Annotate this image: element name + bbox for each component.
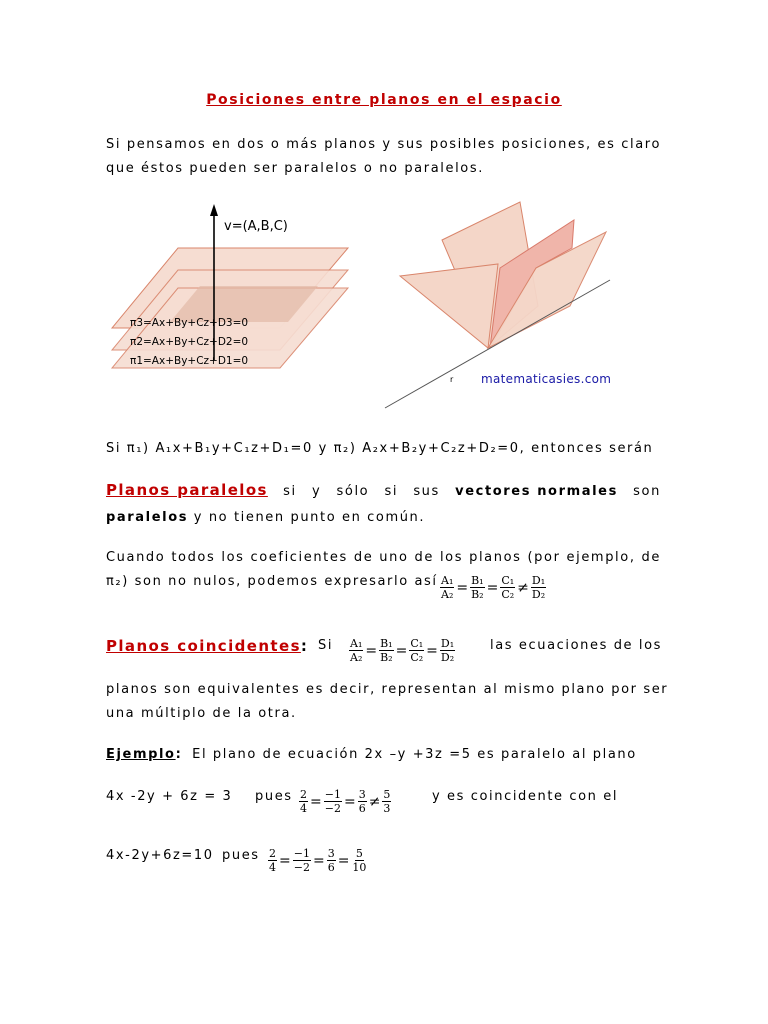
line-r-label: r — [450, 375, 454, 384]
parallel-planes-figure — [110, 200, 360, 380]
intro-line-2: que éstos pueden ser paralelos o no paralelos. — [106, 161, 484, 176]
plane-3-label: π3=Ax+By+Cz+D3=0 — [130, 317, 249, 329]
cuando-line-1: Cuando todos los coeficientes de uno de los planos (por ejemplo, de — [106, 550, 661, 565]
coincidentes-line-2: planos son equivalentes es decir, representan al mismo plano por ser — [106, 682, 669, 697]
plane-1-label: π1=Ax+By+Cz+D1=0 — [130, 355, 249, 367]
coincidentes-si: Si — [318, 638, 334, 653]
arrow-head-icon — [210, 204, 218, 216]
watermark: matematicasies.com — [481, 372, 612, 386]
frac-den: C₂ — [501, 588, 515, 601]
eq-sign: = — [486, 579, 499, 596]
paralelos-line-1 — [106, 481, 661, 499]
ejemplo-label: Ejemplo — [106, 747, 176, 762]
neq-sign: ≠ — [517, 579, 529, 596]
frac-num: A₁ — [350, 637, 363, 650]
frac-num: 3 — [358, 788, 366, 801]
frac-den: D₂ — [440, 651, 455, 664]
paralelos-line-2 — [106, 510, 425, 525]
frac-den: A₂ — [441, 588, 454, 601]
frac-den: 6 — [327, 861, 335, 874]
frac-num: B₁ — [471, 574, 484, 587]
intro-line-1: Si pensamos en dos o más planos y sus posibles posiciones, es claro — [106, 137, 661, 152]
frac-num: A₁ — [441, 574, 454, 587]
frac-den: B₂ — [471, 588, 484, 601]
left-plane-shape — [400, 264, 498, 348]
ejemplo-text: El plano de ecuación 2x –y +3z =5 es paralelo al plano — [192, 747, 637, 762]
eq-sign: = — [279, 852, 291, 869]
vector-label: v=(A,B,C) — [224, 219, 288, 234]
frac-den: 4 — [269, 861, 276, 874]
frac-num: C₁ — [501, 574, 515, 587]
ex1-ratios — [299, 788, 391, 815]
colon: : — [300, 637, 309, 655]
frac-den: 6 — [358, 802, 366, 815]
ex1-pues: pues — [255, 789, 293, 804]
word: si — [283, 484, 297, 499]
eq-sign: = — [310, 793, 322, 810]
frac-num: C₁ — [410, 637, 424, 650]
word: si — [384, 484, 399, 499]
colon: : — [175, 747, 183, 762]
frac-den: 10 — [352, 861, 367, 874]
neq-sign: ≠ — [368, 793, 381, 810]
plane-2-label: π2=Ax+By+Cz+D2=0 — [130, 336, 249, 348]
ratio-coincident — [349, 637, 455, 664]
word: son — [633, 484, 661, 499]
frac-den: −2 — [324, 802, 341, 815]
cuando-line-2: π₂) son no nulos, podemos expresarlo así — [106, 574, 438, 589]
ex2-ratios — [268, 847, 367, 874]
frac-den: C₂ — [410, 651, 424, 664]
word: y — [311, 484, 322, 499]
frac-num: 2 — [300, 788, 307, 801]
frac-num: D₁ — [440, 637, 455, 650]
eq-sign: = — [312, 852, 325, 869]
frac-num: 5 — [383, 788, 391, 801]
eq-sign: = — [365, 642, 378, 659]
eq-sign: = — [395, 642, 408, 659]
frac-num: D₁ — [531, 574, 546, 587]
ex1-after: y es coincidente con el — [432, 789, 619, 804]
ex2-equation: 4x-2y+6z=10 — [106, 848, 214, 863]
word: sólo — [336, 484, 370, 499]
coincidentes-heading: Planos coincidentes — [106, 637, 301, 655]
ex1-equation: 4x -2y + 6z = 3 — [106, 789, 233, 804]
frac-den: B₂ — [380, 651, 393, 664]
coincidentes-rest: las ecuaciones de los — [490, 638, 663, 653]
ex2-pues: pues — [222, 848, 260, 863]
coincidentes-line-3: una múltiplo de la otra. — [106, 706, 297, 721]
frac-den: A₂ — [350, 651, 363, 664]
frac-den: D₂ — [531, 588, 546, 601]
ejemplo-line — [106, 747, 637, 762]
frac-num: −1 — [324, 788, 341, 801]
frac-den: −2 — [293, 861, 310, 874]
frac-num: −1 — [293, 847, 310, 860]
planes-definition: Si π₁) A₁x+B₁y+C₁z+D₁=0 y π₂) A₂x+B₂y+C₂z+D₂=0, entonces serán — [106, 441, 654, 456]
eq-sign: = — [343, 793, 356, 810]
bold-text: vectores normales — [455, 484, 618, 499]
frac-num: B₁ — [380, 637, 393, 650]
paralelos-heading: Planos paralelos — [106, 481, 268, 499]
frac-num: 3 — [327, 847, 335, 860]
page-title: Posiciones entre planos en el espacio — [206, 92, 562, 108]
ratio-parallel — [440, 574, 546, 601]
eq-sign: = — [456, 579, 469, 596]
frac-den: 4 — [300, 802, 307, 815]
frac-num: 5 — [355, 847, 363, 860]
bold-text: paralelos — [106, 510, 189, 525]
coincidentes-heading-block — [106, 636, 308, 655]
frac-num: 2 — [269, 847, 276, 860]
eq-sign: = — [426, 642, 438, 659]
frac-den: 3 — [383, 802, 391, 815]
eq-sign: = — [337, 852, 350, 869]
word: sus — [413, 484, 440, 499]
text: y no tienen punto en común. — [193, 510, 426, 525]
